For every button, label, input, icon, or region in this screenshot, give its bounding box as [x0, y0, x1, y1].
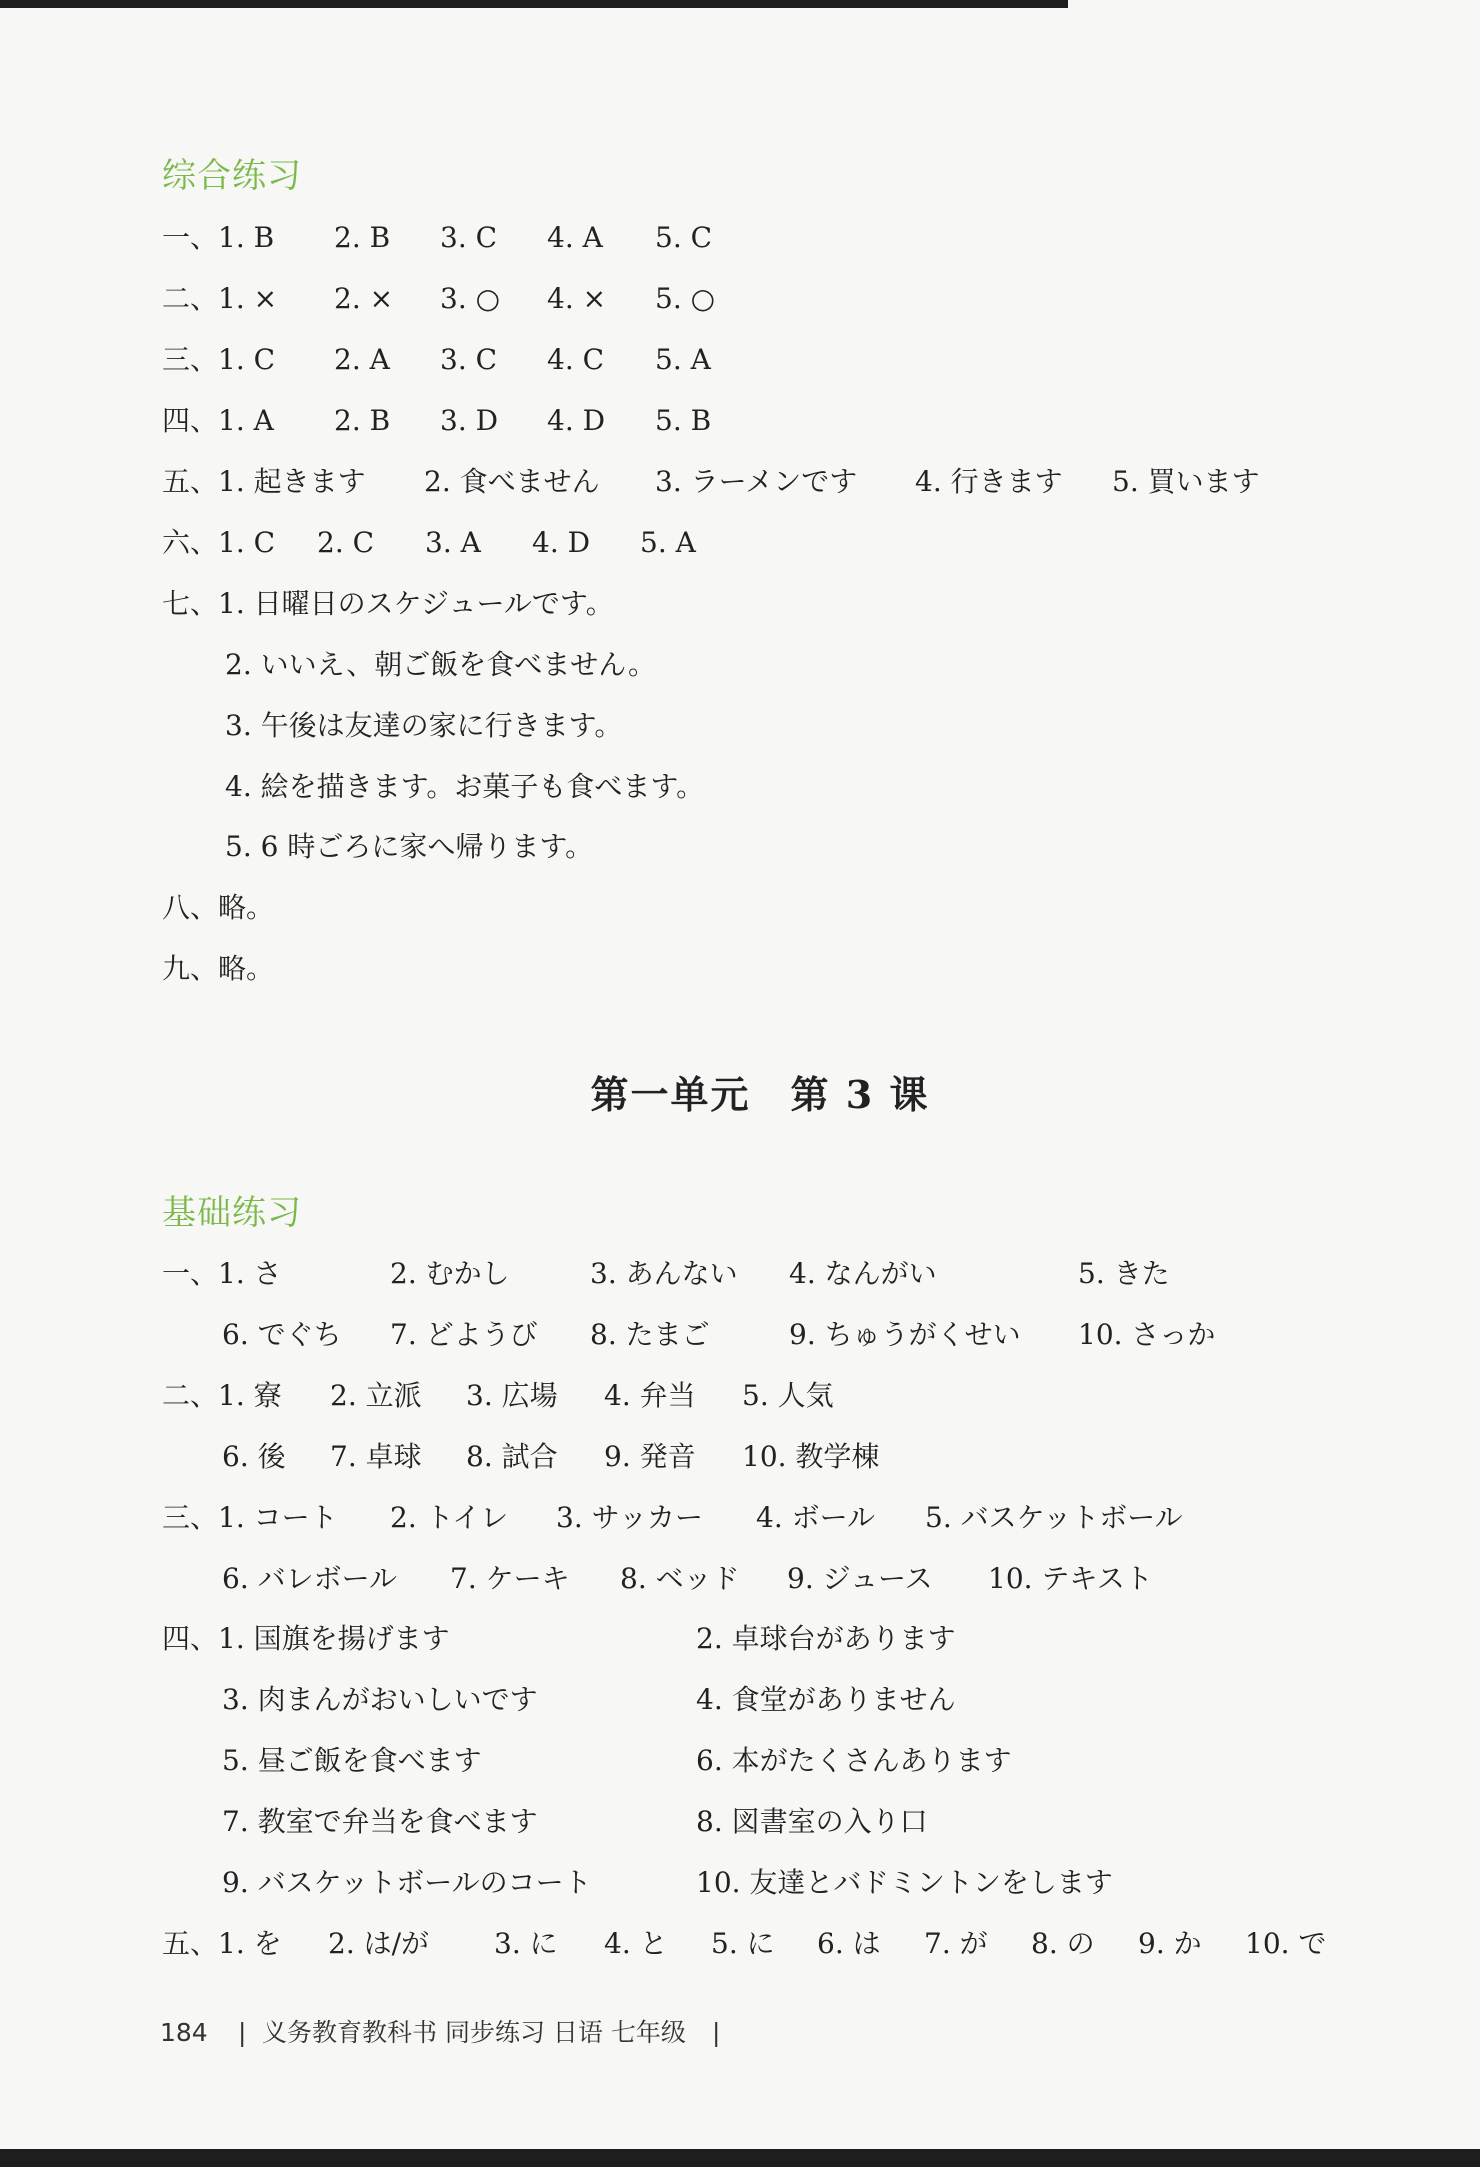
- answer-item: 10. テキスト: [988, 1562, 1153, 1595]
- answer-item: 八、略。: [162, 891, 275, 924]
- answer-item: 4. 弁当: [604, 1379, 696, 1412]
- answer-item: 2. は/が: [328, 1927, 430, 1960]
- answer-item: 2. A: [334, 343, 390, 376]
- book-title: 义务教育教科书 同步练习 日语 七年级: [262, 2018, 686, 2047]
- page-number: 184: [160, 2018, 208, 2047]
- answer-item: 5. きた: [1078, 1257, 1170, 1290]
- answer-item: 6. 後: [222, 1440, 286, 1473]
- answer-item: 4. ボール: [756, 1501, 876, 1534]
- answer-item: 5. 買います: [1112, 465, 1260, 498]
- answer-item: 7. 教室で弁当を食べます: [222, 1805, 538, 1838]
- bottom-edge-bar: [0, 2149, 1480, 2167]
- answer-item: 二、1. ×: [162, 282, 278, 315]
- answer-item: 3. A: [425, 526, 481, 559]
- answer-item: 6. でぐち: [222, 1318, 342, 1351]
- answer-item: 4. D: [547, 404, 606, 437]
- answer-item: 二、1. 寮: [162, 1379, 282, 1412]
- answer-item: 3. 午後は友達の家に行きます。: [225, 709, 623, 742]
- answer-item: 4. ×: [547, 282, 607, 315]
- answer-item: 四、1. 国旗を揚げます: [162, 1622, 450, 1655]
- answer-item: 3. あんない: [590, 1257, 738, 1290]
- answer-item: 3. C: [440, 221, 498, 254]
- answer-item: 4. 行きます: [915, 465, 1063, 498]
- answer-item: 2. トイレ: [390, 1501, 509, 1534]
- answer-item: 5. バスケットボール: [925, 1501, 1183, 1534]
- answer-item: 2. むかし: [390, 1257, 510, 1290]
- answer-item: 4. C: [547, 343, 605, 376]
- footer-divider: |: [712, 2018, 721, 2047]
- answer-item: 六、1. C: [162, 526, 276, 559]
- answer-item: 9. か: [1138, 1927, 1202, 1960]
- answer-item: 6. 本がたくさんあります: [696, 1744, 1012, 1777]
- answer-item: 三、1. コート: [162, 1501, 338, 1534]
- answer-item: 7. 卓球: [330, 1440, 422, 1473]
- answer-item: 8. の: [1031, 1927, 1095, 1960]
- answer-item: 一、1. B: [162, 221, 275, 254]
- answer-item: 4. 食堂がありません: [696, 1683, 956, 1716]
- answer-item: 3. サッカー: [556, 1501, 704, 1534]
- section-title-basic: 基础练习: [162, 1193, 302, 1233]
- answer-item: 五、1. を: [162, 1927, 282, 1960]
- answer-item: 8. ベッド: [620, 1562, 740, 1595]
- answer-item: 5. 昼ご飯を食べます: [222, 1744, 482, 1777]
- answer-item: 3. ○: [440, 282, 501, 315]
- answer-item: 3. ラーメンです: [655, 465, 858, 498]
- answer-item: 3. C: [440, 343, 498, 376]
- answer-item: 2. B: [334, 221, 391, 254]
- answer-item: 8. たまご: [590, 1318, 710, 1351]
- answer-item: 9. 発音: [604, 1440, 696, 1473]
- section-title-comprehensive: 综合练习: [162, 156, 302, 196]
- answer-item: 9. ちゅうがくせい: [789, 1318, 1021, 1351]
- answer-item: 8. 図書室の入り口: [696, 1805, 928, 1838]
- answer-item: 3. に: [494, 1927, 558, 1960]
- answer-item: 7. が: [924, 1927, 988, 1960]
- answer-item: 10. 教学棟: [742, 1440, 880, 1473]
- answer-item: 3. 広場: [466, 1379, 558, 1412]
- answer-item: 3. 肉まんがおいしいです: [222, 1683, 538, 1716]
- answer-item: 5. 6 時ごろに家へ帰ります。: [225, 830, 594, 863]
- answer-item: 2. いいえ、朝ご飯を食べません。: [225, 648, 656, 681]
- answer-item: 10. で: [1245, 1927, 1327, 1960]
- answer-item: 七、1. 日曜日のスケジュールです。: [162, 587, 614, 620]
- answer-item: 三、1. C: [162, 343, 276, 376]
- answer-item: 2. ×: [334, 282, 394, 315]
- answer-item: 5. 人気: [742, 1379, 834, 1412]
- answer-item: 5. に: [711, 1927, 775, 1960]
- answer-item: 9. バスケットボールのコート: [222, 1866, 592, 1899]
- answer-item: 5. C: [655, 221, 713, 254]
- top-edge-bar: [0, 0, 1068, 8]
- answer-item: 5. ○: [655, 282, 716, 315]
- answer-item: 3. D: [440, 404, 499, 437]
- answer-item: 6. は: [817, 1927, 881, 1960]
- answer-item: 7. ケーキ: [450, 1562, 570, 1595]
- answer-item: 7. どようび: [390, 1318, 538, 1351]
- answer-item: 一、1. さ: [162, 1257, 282, 1290]
- answer-item: 5. A: [655, 343, 711, 376]
- answer-item: 8. 試合: [466, 1440, 558, 1473]
- answer-item: 4. D: [532, 526, 591, 559]
- answer-item: 4. A: [547, 221, 603, 254]
- answer-item: 2. C: [317, 526, 375, 559]
- answer-item: 2. 食べません: [424, 465, 600, 498]
- answer-item: 2. 卓球台があります: [696, 1622, 956, 1655]
- answer-item: 4. なんがい: [789, 1257, 937, 1290]
- answer-item: 4. 絵を描きます。お菓子も食べます。: [225, 770, 705, 803]
- answer-item: 四、1. A: [162, 404, 274, 437]
- answer-item: 9. ジュース: [787, 1562, 933, 1595]
- answer-item: 4. と: [604, 1927, 668, 1960]
- answer-item: 10. 友達とバドミントンをします: [696, 1866, 1113, 1899]
- lesson-title: 第一单元 第 3 课: [590, 1072, 930, 1117]
- answer-item: 6. バレボール: [222, 1562, 398, 1595]
- answer-item: 10. さっか: [1078, 1318, 1216, 1351]
- footer-divider: |: [238, 2018, 247, 2047]
- answer-item: 2. 立派: [330, 1379, 422, 1412]
- answer-item: 九、略。: [162, 952, 275, 985]
- answer-item: 2. B: [334, 404, 391, 437]
- answer-item: 5. B: [655, 404, 712, 437]
- answer-item: 5. A: [640, 526, 696, 559]
- answer-item: 五、1. 起きます: [162, 465, 366, 498]
